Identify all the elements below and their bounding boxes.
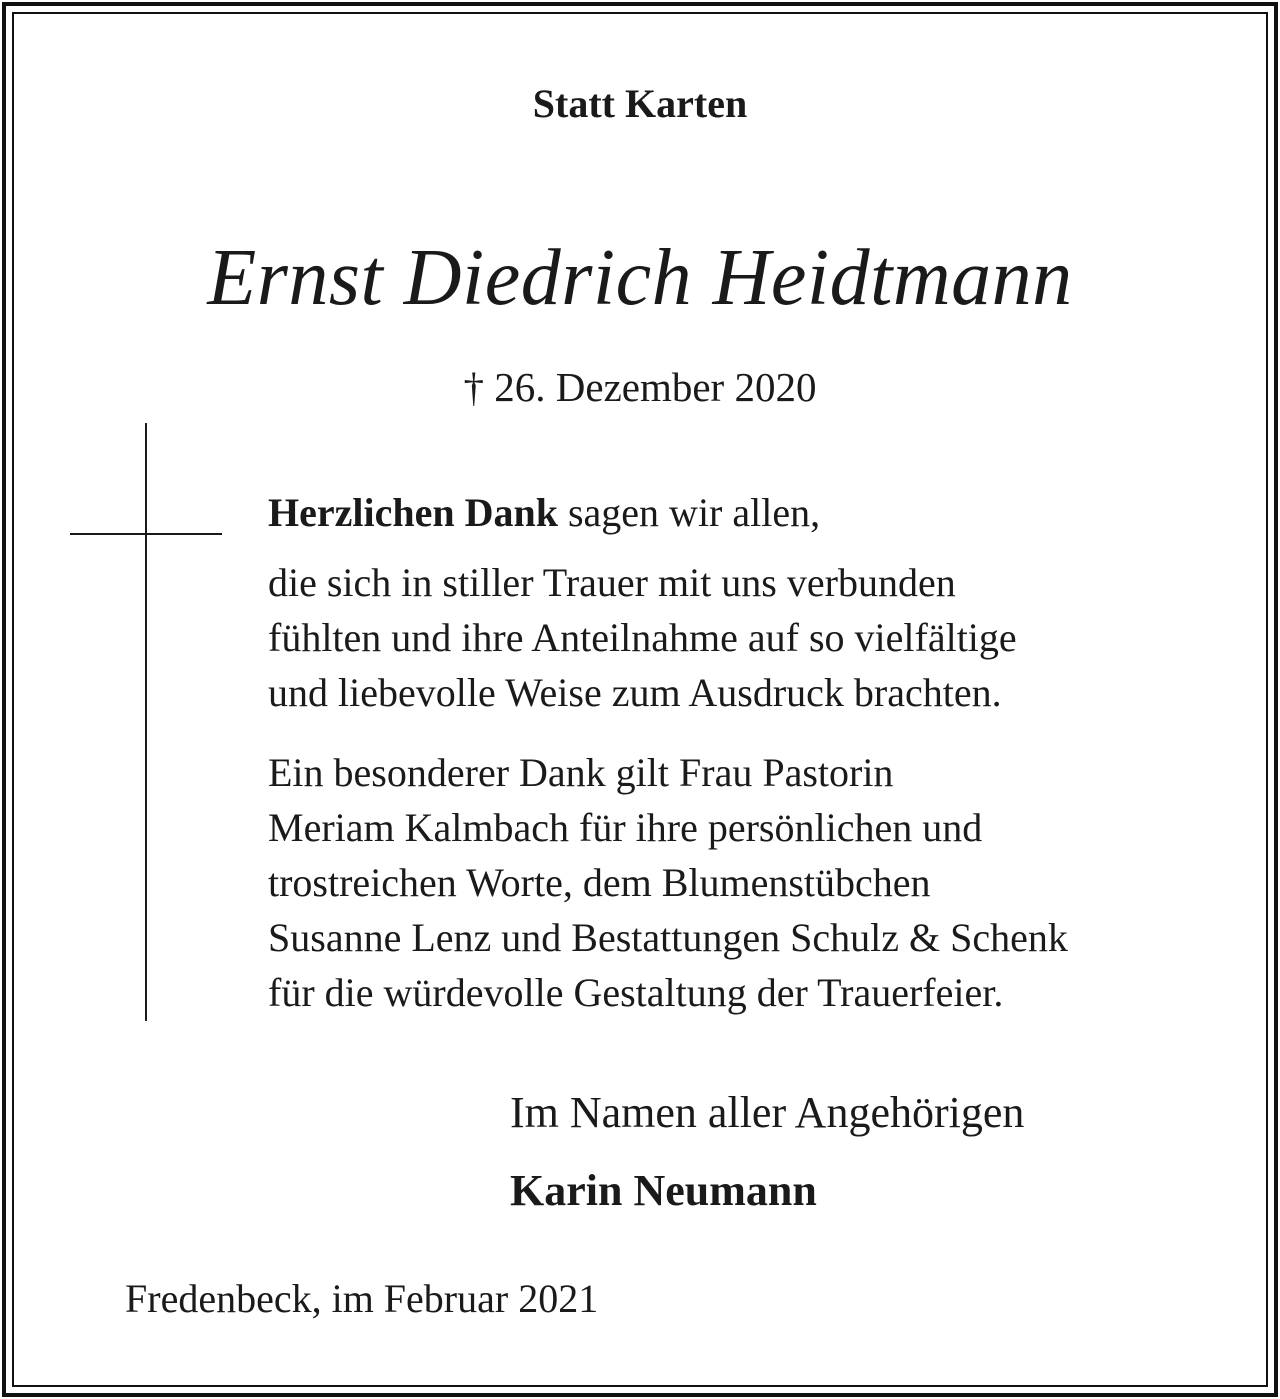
condolence-line: fühlten und ihre Anteilnahme auf so vielfältige (268, 615, 1017, 660)
cross-icon-vertical (145, 423, 147, 1021)
death-date: † 26. Dezember 2020 (463, 364, 817, 410)
notice-heading: Statt Karten (532, 81, 748, 126)
deceased-name: Ernst Diedrich Heidtmann (207, 234, 1073, 322)
special-thanks-line: Ein besonderer Dank gilt Frau Pastorin (268, 750, 894, 795)
place-and-date: Fredenbeck, im Februar 2021 (125, 1276, 599, 1321)
thanks-bold-text: Herzlichen Dank (268, 490, 558, 535)
special-thanks-line: trostreichen Worte, dem Blumenstübchen (268, 860, 931, 905)
special-thanks-paragraph (268, 745, 1268, 1020)
thanks-rest-text: sagen wir allen, (557, 490, 821, 535)
condolence-line: die sich in stiller Trauer mit uns verbunden (268, 560, 956, 605)
condolence-line: und liebevolle Weise zum Ausdruck brachten. (268, 670, 1002, 715)
special-thanks-line: Meriam Kalmbach für ihre persönlichen und (268, 805, 983, 850)
thanks-paragraph (268, 485, 1268, 540)
special-thanks-line: Susanne Lenz und Bestattungen Schulz & Schenk (268, 915, 1068, 960)
cross-icon-horizontal (70, 533, 222, 535)
condolence-paragraph (268, 555, 1268, 720)
signoff-text: Im Namen aller Angehörigen (510, 1088, 1025, 1137)
signer-name: Karin Neumann (510, 1166, 817, 1215)
special-thanks-line: für die würdevolle Gestaltung der Trauerfeier. (268, 970, 1004, 1015)
